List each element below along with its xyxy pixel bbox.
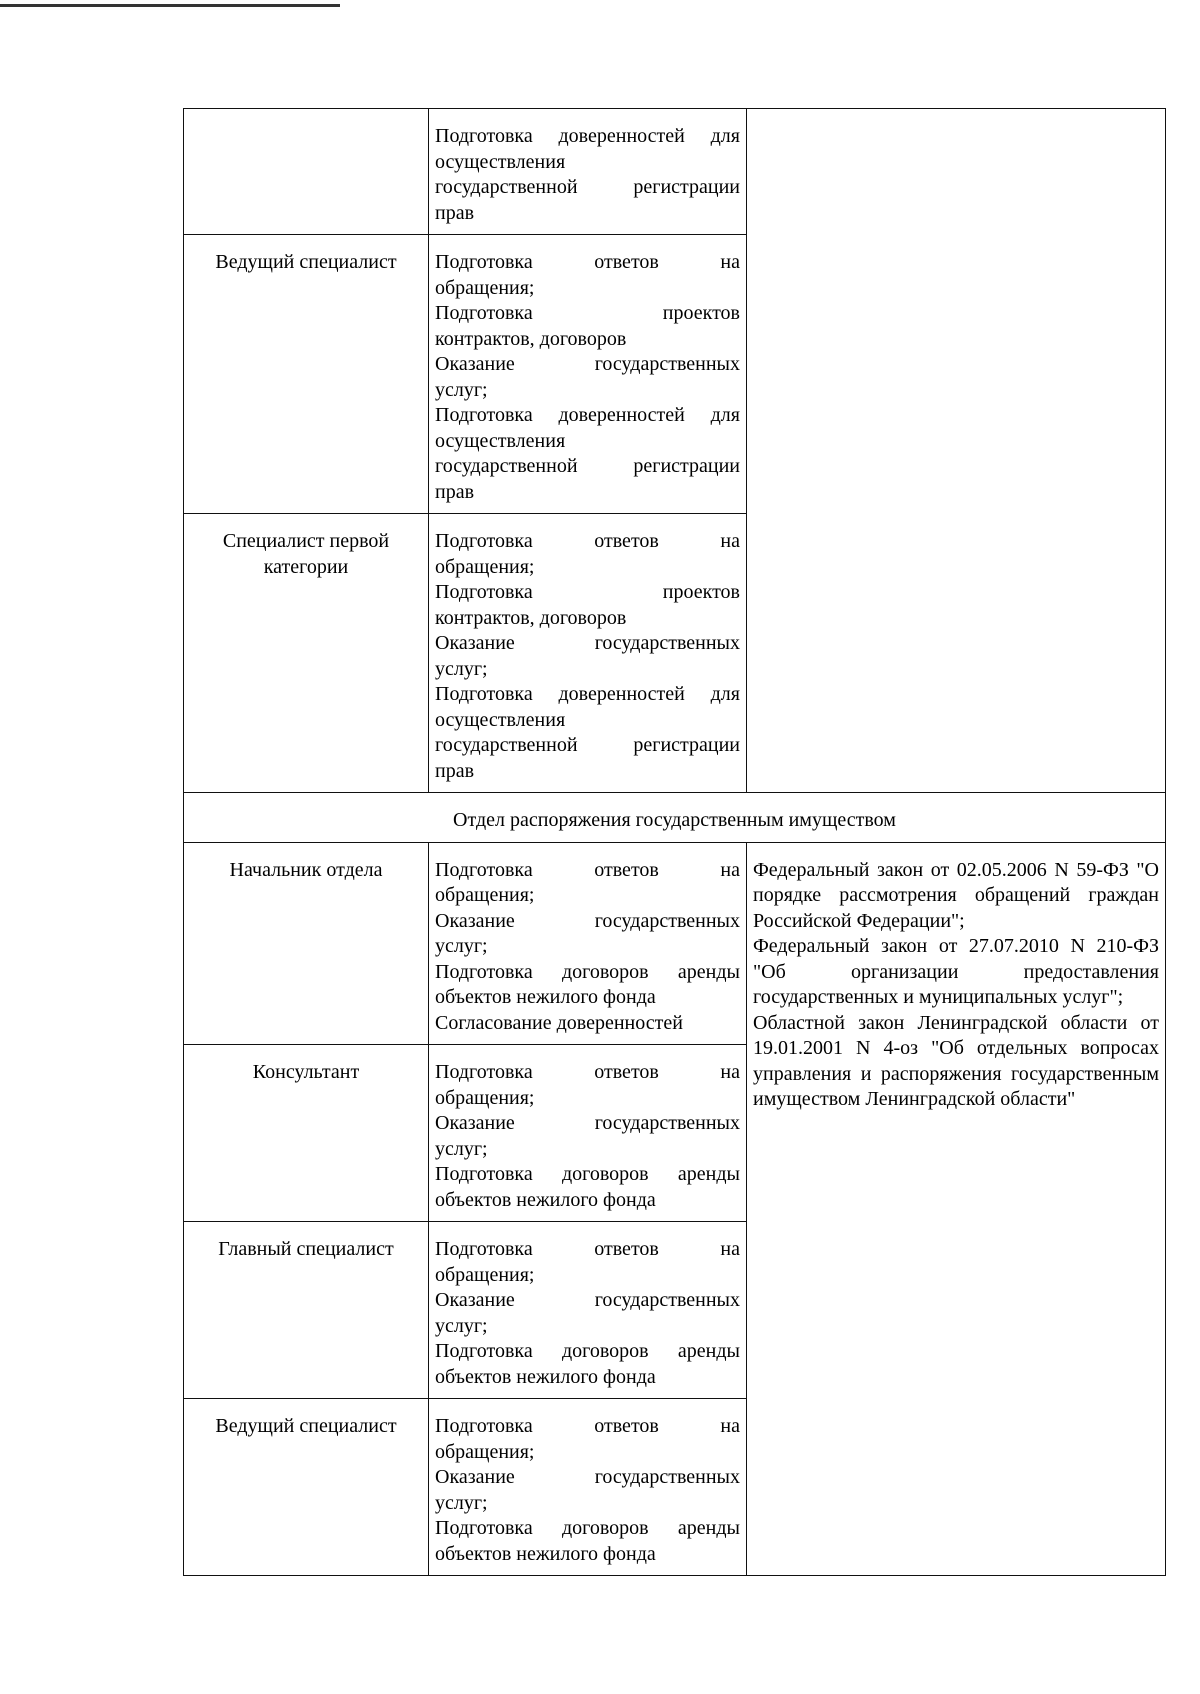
duty-line: осуществления [435, 708, 566, 731]
duty-line: прав [435, 201, 475, 224]
duty-line: Оказание государственных [435, 1289, 740, 1311]
position-cell [184, 1399, 429, 1576]
duty-line: Подготовка доверенностей для [435, 404, 740, 426]
duty-line: государственной регистрации [435, 734, 740, 756]
duty-line: Подготовка доверенностей для [435, 125, 740, 147]
duty-line: обращения; [435, 884, 535, 906]
duty-line: Подготовка ответов на [435, 251, 740, 273]
duty-line: Подготовка договоров аренды [435, 1517, 740, 1539]
duty-line: Подготовка договоров аренды [435, 960, 740, 983]
position-cell [184, 109, 429, 235]
position-title: Начальник отдела [229, 858, 383, 881]
department-title: Отдел распоряжения государственным имуществом [453, 809, 896, 831]
duty-line: Подготовка ответов на [435, 530, 740, 552]
duties-cell [429, 1045, 747, 1222]
duty-line: прав [435, 759, 475, 782]
position-title: Специалист первой категории [222, 530, 390, 578]
duty-line: осуществления [435, 429, 566, 452]
duty-line: Подготовка договоров аренды [435, 1340, 740, 1362]
duty-line: контрактов, договоров [435, 327, 627, 350]
legal-basis-item: Федеральный закон от 27.07.2010 N 210-ФЗ "Об организации предоставления государственных и муниципальных услуг"; [753, 935, 1159, 1008]
duty-line: объектов нежилого фонда [435, 1542, 656, 1565]
duty-line: контрактов, договоров [435, 606, 627, 629]
legal-basis-item: Федеральный закон от 02.05.2006 N 59-ФЗ "О порядке рассмотрения обращений граждан Российской Федерации"; [753, 858, 1159, 932]
duty-line: обращения; [435, 1263, 535, 1286]
position-cell [184, 1045, 429, 1222]
duty-line: обращения; [435, 1440, 535, 1463]
legal-basis-item: Областной закон Ленинградской области от 19.01.2001 N 4-оз "Об отдельных вопросах управления и распоряжения государственным имуществом Ленинградской области" [753, 1011, 1159, 1110]
department-row [184, 793, 1166, 843]
duty-line: Согласование доверенностей [435, 1011, 683, 1034]
duty-line: государственной регистрации [435, 455, 740, 477]
position-title: Ведущий специалист [215, 1415, 397, 1437]
duty-line: Подготовка ответов на [435, 858, 740, 881]
duty-line: Оказание государственных [435, 1466, 740, 1488]
position-cell [184, 235, 429, 514]
duty-line: Оказание государственных [435, 353, 740, 375]
duty-line: услуг; [435, 1137, 488, 1160]
table-row [184, 109, 1166, 235]
duty-line: объектов нежилого фонда [435, 1188, 656, 1211]
duty-line: Подготовка договоров аренды [435, 1163, 740, 1185]
legal-basis-cell-empty [747, 109, 1166, 793]
position-cell [184, 842, 429, 1045]
duty-line: объектов нежилого фонда [435, 986, 656, 1008]
table-row [184, 842, 1166, 1045]
duty-line: Подготовка проектов [435, 581, 740, 603]
duties-cell [429, 842, 747, 1045]
duties-cell [429, 109, 747, 235]
duty-line: Подготовка доверенностей для [435, 683, 740, 705]
duty-line: услуг; [435, 1491, 488, 1514]
duties-cell [429, 235, 747, 514]
duty-line: Подготовка ответов на [435, 1061, 740, 1083]
position-title: Консультант [252, 1061, 360, 1083]
duties-cell [429, 1222, 747, 1399]
duty-line: услуг; [435, 657, 488, 680]
duty-line: услуг; [435, 378, 488, 401]
position-title: Главный специалист [218, 1238, 394, 1260]
duty-line: объектов нежилого фонда [435, 1365, 656, 1388]
duty-line: услуг; [435, 1314, 488, 1337]
position-title: Ведущий специалист [215, 251, 397, 273]
staff-duties-table [183, 108, 1166, 1576]
duty-line: прав [435, 480, 475, 503]
duties-cell [429, 514, 747, 793]
duty-line: Оказание государственных [435, 1112, 740, 1134]
duties-cell [429, 1399, 747, 1576]
position-cell [184, 1222, 429, 1399]
duty-line: обращения; [435, 276, 535, 299]
duty-line: услуг; [435, 935, 488, 957]
duty-line: обращения; [435, 1086, 535, 1109]
duty-line: Оказание государственных [435, 632, 740, 654]
duty-line: Подготовка ответов на [435, 1238, 740, 1260]
department-title-cell [184, 793, 1166, 843]
duty-line: Оказание государственных [435, 909, 740, 932]
scan-artifact-line [0, 4, 340, 7]
duty-line: государственной регистрации [435, 176, 740, 198]
legal-basis-cell [747, 842, 1166, 1576]
position-cell [184, 514, 429, 793]
duty-line: Подготовка ответов на [435, 1415, 740, 1437]
duty-line: Подготовка проектов [435, 302, 740, 324]
duty-line: осуществления [435, 150, 566, 173]
duty-line: обращения; [435, 555, 535, 578]
